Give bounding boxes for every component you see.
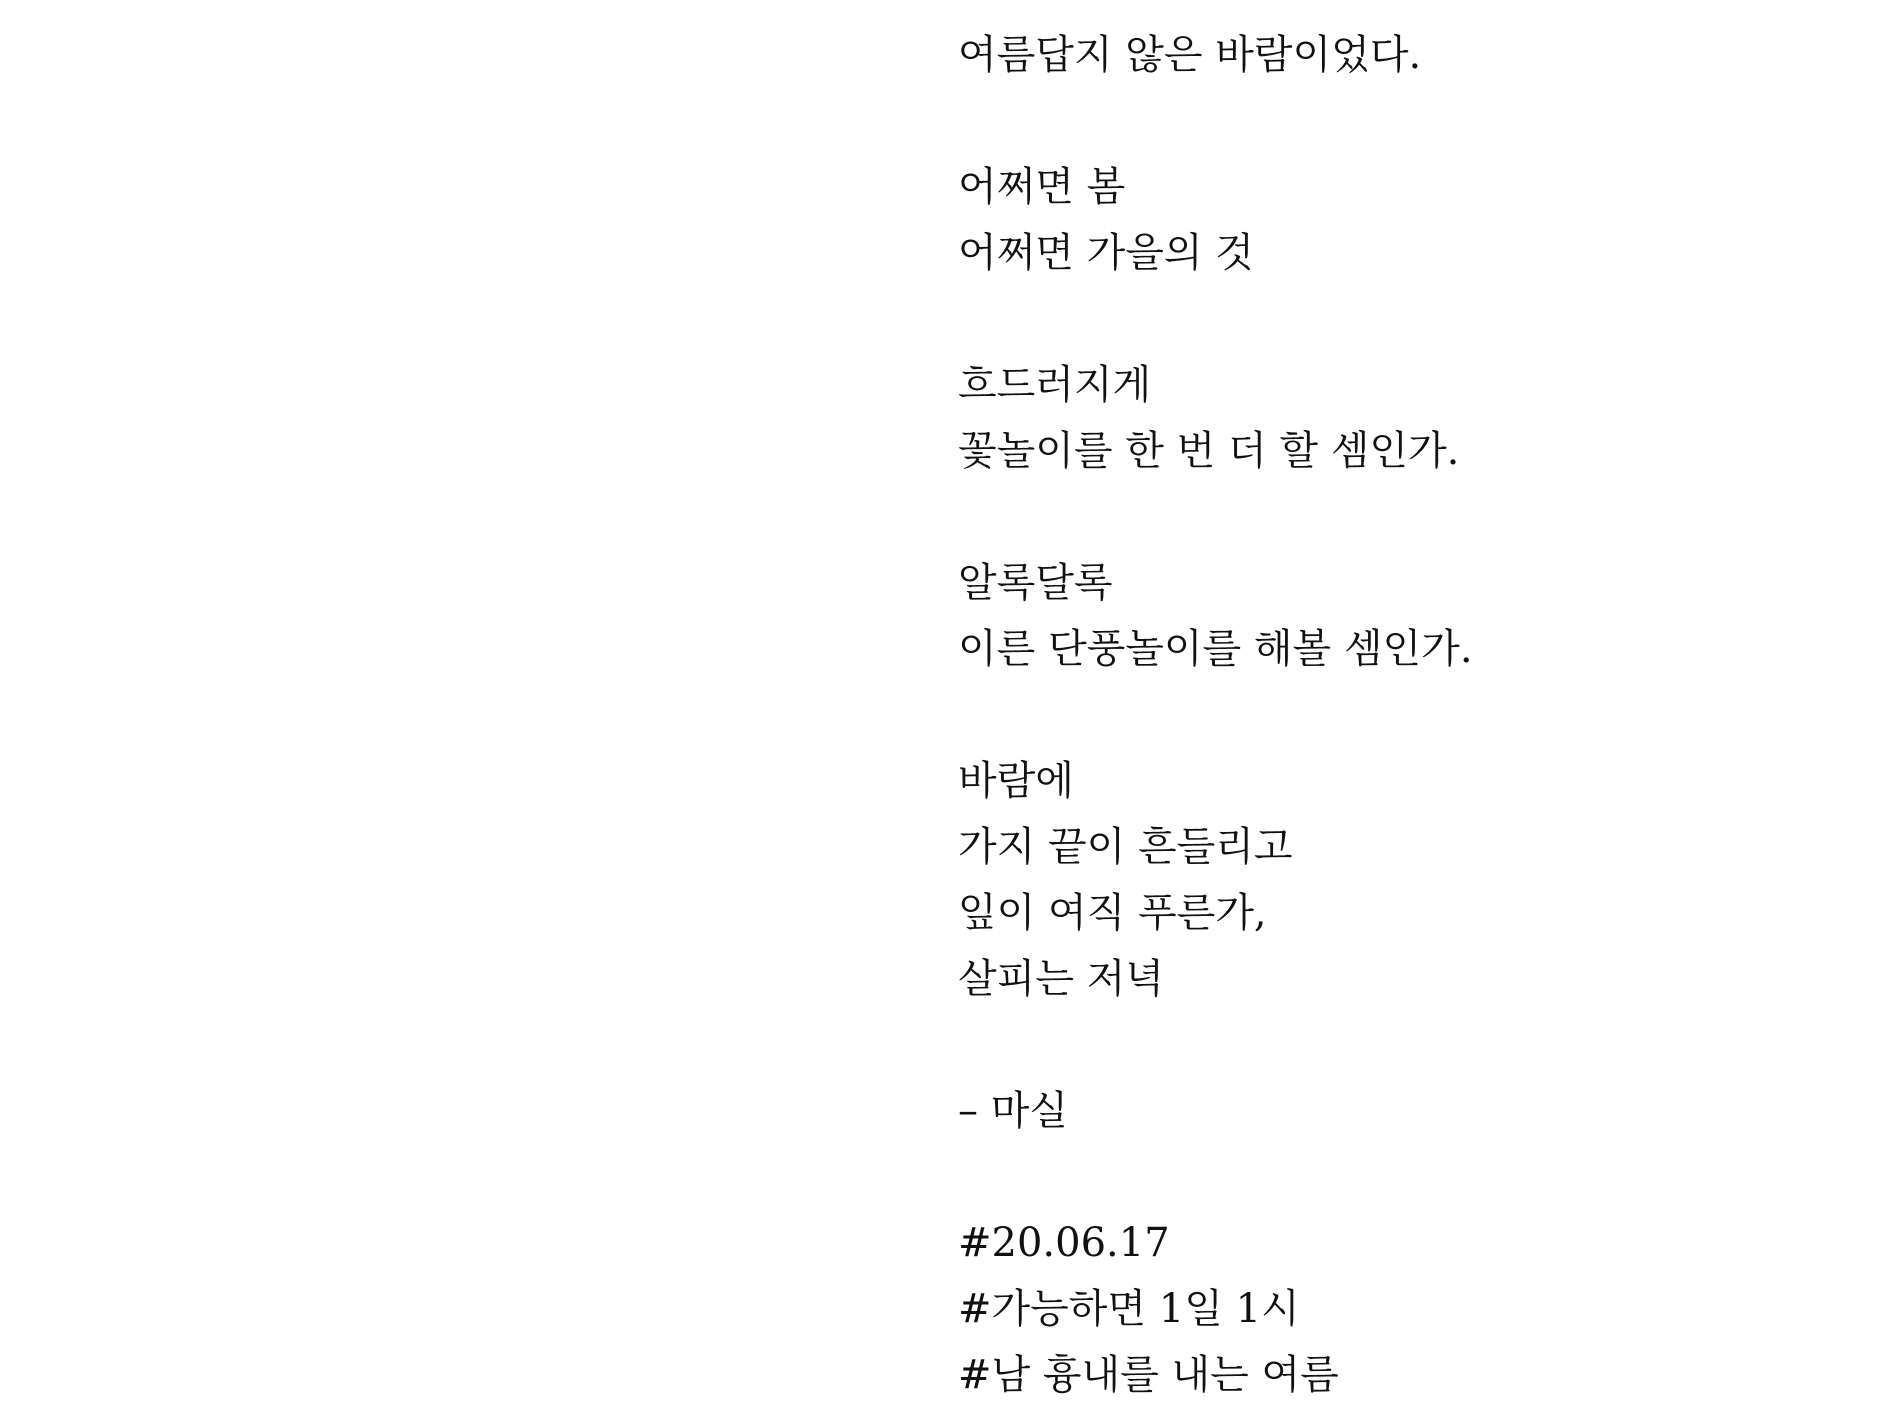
stanza-break	[958, 484, 1858, 550]
poem-line: 흐드러지게	[958, 362, 1152, 408]
poem-line: 알록달록	[958, 560, 1113, 606]
poem-line: 이른 단풍놀이를 해볼 셈인가.	[958, 626, 1473, 672]
stanza-break	[958, 1144, 1858, 1210]
poem-line: 꽃놀이를 한 번 더 할 셈인가.	[958, 428, 1460, 474]
hashtag: #가능하면 1일 1시	[958, 1286, 1300, 1332]
poem-line: 잎이 여직 푸른가,	[958, 890, 1267, 936]
stanza-break	[958, 1012, 1858, 1078]
poem-line: 바람에	[958, 758, 1074, 804]
poem-line: 어쩌면 가을의 것	[958, 230, 1254, 276]
stanza-break	[958, 682, 1858, 748]
stanza-break	[958, 88, 1858, 154]
poem-line: 가지 끝이 흔들리고	[958, 824, 1293, 870]
poem-line: 어쩌면 봄	[958, 164, 1126, 210]
poem-text	[958, 22, 1858, 1408]
hashtag-date: #20.06.17	[958, 1220, 1170, 1266]
poem-line: 살피는 저녁	[958, 956, 1164, 1002]
stanza-break	[958, 286, 1858, 352]
hashtag: #남 흉내를 내는 여름	[958, 1352, 1339, 1398]
poem-line: 여름답지 않은 바람이었다.	[958, 32, 1422, 78]
poem-author: – 마실	[958, 1088, 1068, 1134]
